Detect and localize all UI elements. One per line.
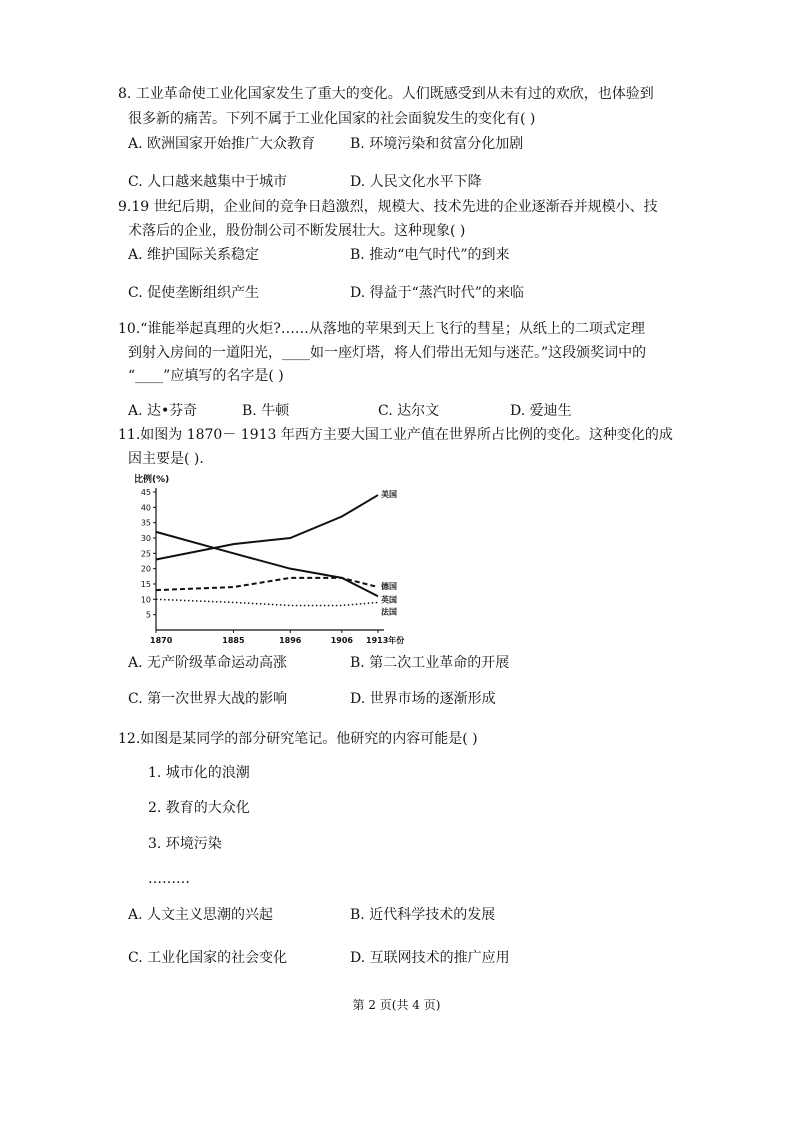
q8-stem-line1: 8. 工业革命使工业化国家发生了重大的变化。人们既感受到从未有过的欢欣，也体验到 [118, 86, 654, 102]
q12-option-b: B. 近代科学技术的发展 [350, 907, 496, 923]
q9-option-b: B. 推动“电气时代”的到来 [350, 247, 510, 263]
q10-stem-line1: 10.“谁能举起真理的火炬?……从落地的苹果到天上飞行的彗星；从纸上的二项式定理 [118, 321, 645, 337]
q11-option-d: D. 世界市场的逐渐形成 [350, 691, 496, 707]
series-line-法国 [156, 599, 378, 605]
industrial-output-line-chart [128, 470, 418, 648]
q12-stem: 12.如图是某同学的部分研究笔记。他研究的内容可能是( ) [118, 731, 478, 747]
q9-stem-line2: 术落后的企业，股份制公司不断发展壮大。这种现象( ) [128, 223, 466, 239]
q10-option-d: D. 爱迪生 [510, 403, 572, 419]
q8-option-d: D. 人民文化水平下降 [350, 174, 482, 190]
q12-option-c: C. 工业化国家的社会变化 [128, 950, 288, 966]
q8-option-b: B. 环境污染和贫富分化加剧 [350, 136, 524, 152]
q11-stem-line1: 11.如图为 1870－ 1913 年西方主要大国工业产值在世界所占比例的变化。这种变化的成 [118, 427, 673, 443]
q9-option-a: A. 维护国际关系稳定 [128, 247, 260, 263]
x-tick-label: 1913年份 [366, 636, 405, 645]
y-tick-label: 45 [140, 488, 151, 497]
q12-note-3: 3. 环境污染 [148, 836, 222, 852]
series-label-英国: 英国 [381, 595, 397, 605]
q11-option-a: A. 无产阶级革命运动高涨 [128, 655, 288, 671]
q10-option-a: A. 达•芬奇 [128, 403, 198, 419]
series-label-法国: 法国 [381, 607, 397, 617]
q12-option-a: A. 人文主义思潮的兴起 [128, 907, 274, 923]
x-tick-label: 1906 [330, 636, 353, 645]
q9-option-c: C. 促使垄断组织产生 [128, 285, 260, 301]
chart-axes [134, 473, 404, 645]
q11-stem-line2: 因主要是( ). [128, 451, 204, 467]
x-tick-label: 1870 [150, 636, 173, 645]
y-tick-label: 25 [140, 549, 151, 559]
y-tick-label: 35 [140, 518, 151, 528]
q12-note-ellipsis: ……… [148, 871, 190, 887]
series-line-英国 [156, 532, 378, 596]
q12-note-2: 2. 教育的大众化 [148, 800, 250, 816]
q12-option-d: D. 互联网技术的推广应用 [350, 950, 510, 966]
series-label-德国: 德国 [381, 582, 397, 592]
y-tick-label: 10 [140, 595, 151, 605]
chart-series [156, 489, 397, 616]
q10-stem-line2: 到射入房间的一道阳光，____如一座灯塔，将人们带出无知与迷茫。”这段颁奖词中的 [128, 345, 647, 361]
q10-option-b: B. 牛顿 [242, 403, 290, 419]
y-axis-label: 比例(%) [134, 475, 170, 485]
q9-option-d: D. 得益于“蒸汽时代”的来临 [350, 285, 524, 301]
series-line-美国 [156, 495, 378, 559]
q11-option-c: C. 第一次世界大战的影响 [128, 691, 288, 707]
series-label-美国: 美国 [381, 490, 397, 500]
q12-note-1: 1. 城市化的浪潮 [148, 765, 250, 781]
q8-option-c: C. 人口越来越集中于城市 [128, 174, 288, 190]
y-tick-label: 15 [140, 580, 151, 589]
x-tick-label: 1885 [222, 636, 245, 645]
q8-stem-line2: 很多新的痛苦。下列不属于工业化国家的社会面貌发生的变化有( ) [128, 111, 536, 127]
q8-option-a: A. 欧洲国家开始推广大众教育 [128, 136, 316, 152]
q10-stem-line3: “____”应填写的名字是( ) [128, 368, 284, 384]
q11-option-b: B. 第二次工业革命的开展 [350, 655, 510, 671]
y-tick-label: 40 [140, 503, 151, 513]
y-tick-label: 20 [140, 564, 151, 574]
page-footer: 第 2 页(共 4 页) [352, 998, 441, 1012]
y-tick-label: 30 [140, 534, 151, 543]
y-tick-label: 5 [145, 610, 151, 620]
q9-stem-line1: 9.19 世纪后期，企业间的竞争日趋激烈，规模大、技术先进的企业逐渐吞并规模小、技 [118, 199, 658, 215]
x-tick-label: 1896 [279, 636, 302, 645]
q10-option-c: C. 达尔文 [378, 403, 440, 419]
